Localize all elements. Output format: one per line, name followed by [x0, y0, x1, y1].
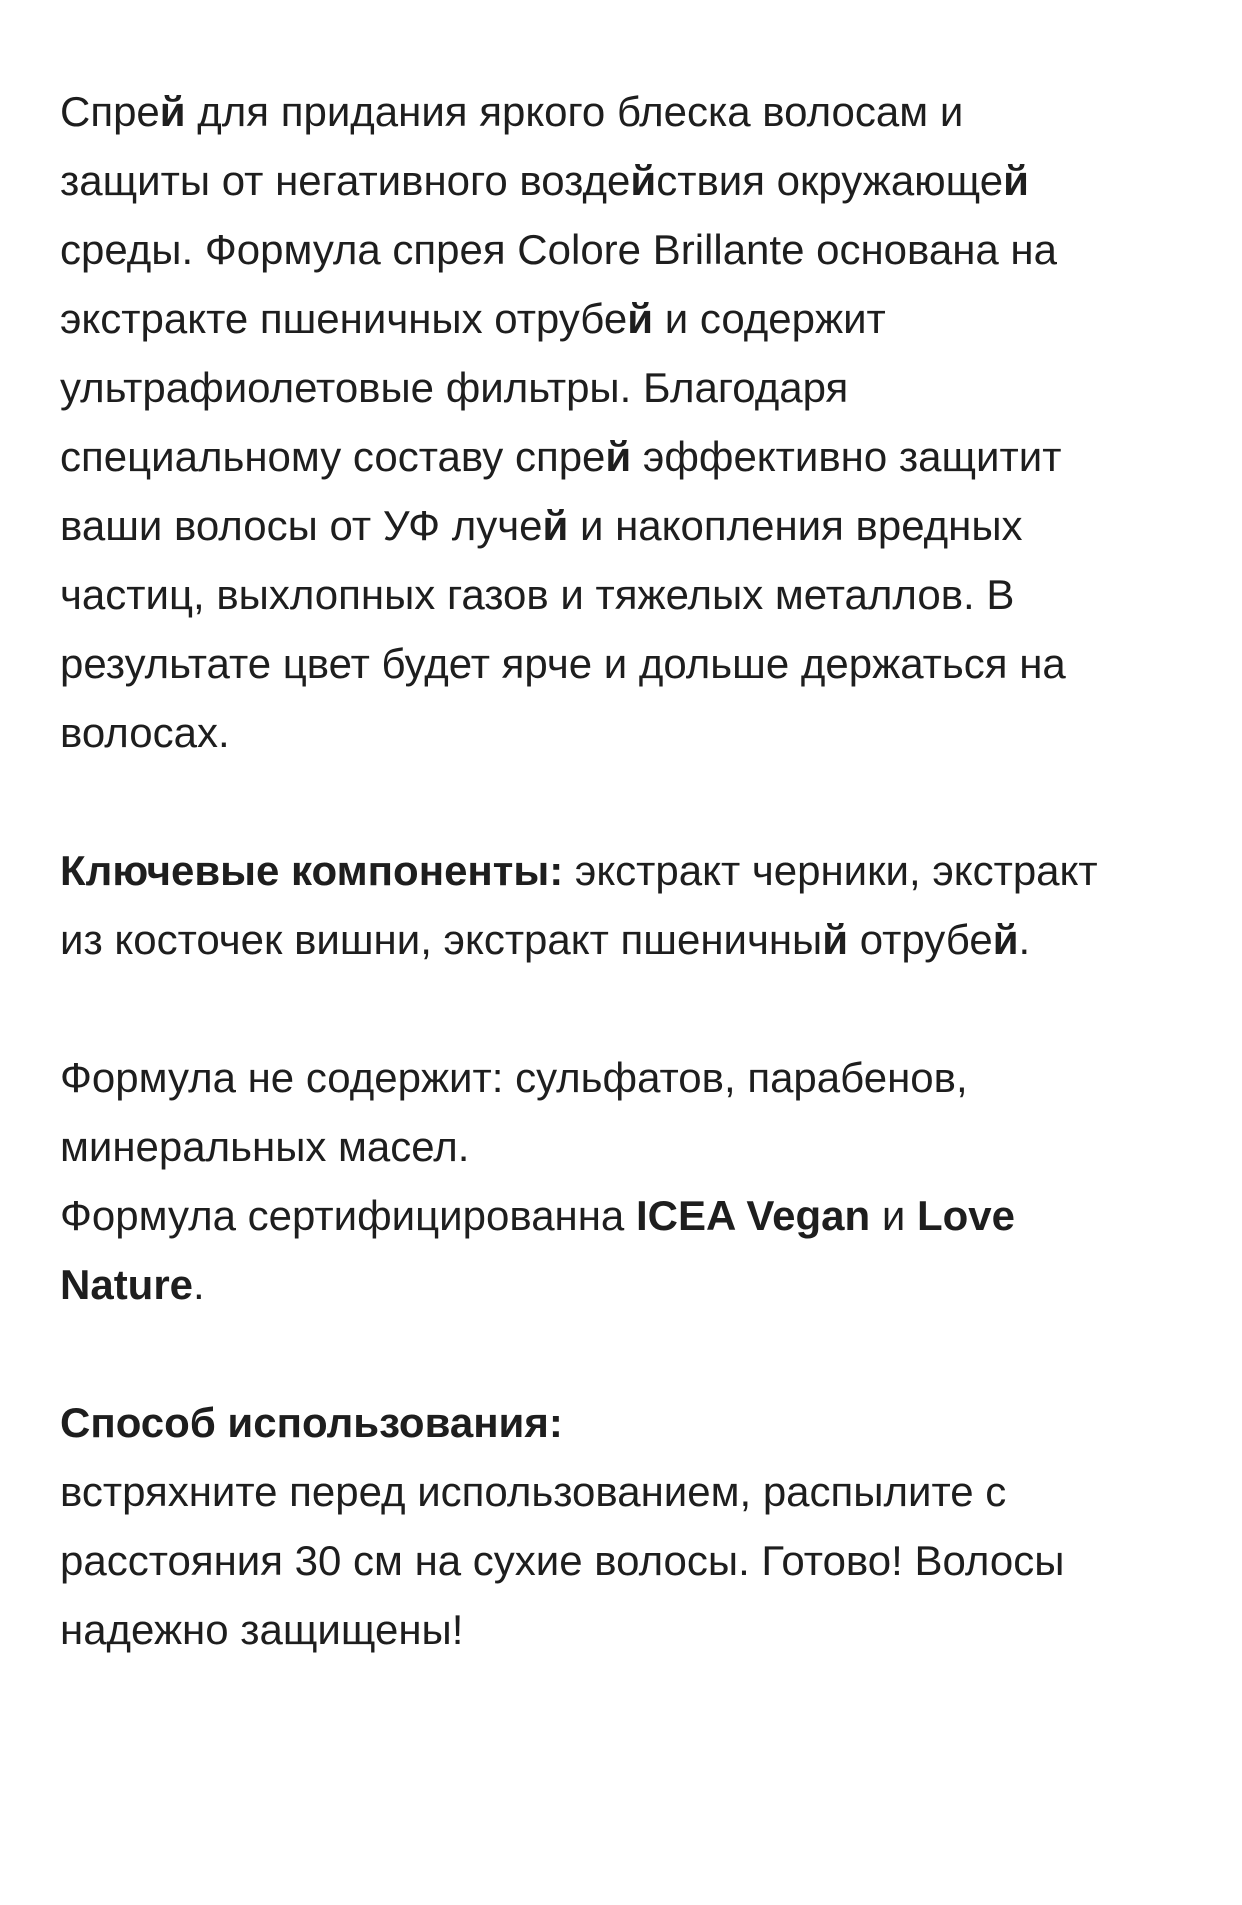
- text-line: [60, 1043, 1182, 1112]
- fallback-bold-glyph: й: [542, 502, 569, 549]
- text-segment: и: [870, 1192, 917, 1239]
- text-segment: ультрафиолетовые фильтры. Благодаря: [60, 364, 849, 411]
- text-segment: специальному составу спрей эффективно защитит: [60, 433, 1062, 480]
- text-segment: защиты от негативного воздействия окружающей: [60, 157, 1029, 204]
- paragraph-formula-free-of: [60, 1043, 1182, 1181]
- bold-text-segment: Способ использования:: [60, 1399, 563, 1446]
- fallback-bold-glyph: й: [159, 88, 186, 135]
- paragraph-key-components: [60, 836, 1182, 974]
- bold-text-segment: Ключевые компоненты:: [60, 847, 564, 894]
- bold-text-segment: Love: [916, 1192, 1015, 1239]
- product-description: [60, 77, 1182, 1664]
- text-line: [60, 422, 1182, 491]
- text-line: [60, 353, 1182, 422]
- text-segment: расстояния 30 см на сухие волосы. Готово! Волосы: [60, 1537, 1065, 1584]
- fallback-bold-glyph: й: [992, 916, 1019, 963]
- bold-text-segment: Nature: [60, 1261, 194, 1308]
- text-segment: Формула не содержит: сульфатов, парабенов,: [60, 1054, 968, 1101]
- bold-text-segment: ICEA Vegan: [635, 1192, 871, 1239]
- text-segment: минеральных масел.: [60, 1123, 470, 1170]
- text-line: [60, 629, 1182, 698]
- fallback-bold-glyph: й: [627, 295, 654, 342]
- text-line: [60, 1595, 1182, 1664]
- text-line: [60, 836, 1182, 905]
- text-line: [60, 215, 1182, 284]
- text-line: [60, 284, 1182, 353]
- text-line: [60, 1250, 1182, 1319]
- text-segment: ваши волосы от УФ лучей и накопления вредных: [60, 502, 1023, 549]
- text-line: [60, 560, 1182, 629]
- text-line: [60, 905, 1182, 974]
- fallback-bold-glyph: й: [822, 916, 849, 963]
- paragraph-description: [60, 77, 1182, 767]
- text-segment: экстракт черники, экстракт: [563, 847, 1098, 894]
- text-segment: Формула сертифицированна: [60, 1192, 636, 1239]
- text-line: [60, 1457, 1182, 1526]
- fallback-bold-glyph: й: [630, 157, 657, 204]
- text-segment: надежно защищены!: [60, 1606, 464, 1653]
- text-line: [60, 1181, 1182, 1250]
- text-segment: среды. Формула спрея Colore Brillante основана на: [60, 226, 1057, 273]
- fallback-bold-glyph: й: [605, 433, 632, 480]
- text-line: [60, 1526, 1182, 1595]
- text-segment: результате цвет будет ярче и дольше держаться на: [60, 640, 1066, 687]
- text-line: [60, 77, 1182, 146]
- text-segment: Спрей для придания яркого блеска волосам и: [60, 88, 964, 135]
- text-segment: частиц, выхлопных газов и тяжелых металлов. В: [60, 571, 1015, 618]
- text-segment: встряхните перед использованием, распылите с: [60, 1468, 1007, 1515]
- text-segment: волосах.: [60, 709, 230, 756]
- text-line: [60, 1112, 1182, 1181]
- text-line: [60, 146, 1182, 215]
- text-line: [60, 698, 1182, 767]
- paragraph-usage-heading: [60, 1388, 1182, 1457]
- text-segment: экстракте пшеничных отрубей и содержит: [60, 295, 886, 342]
- text-segment: .: [193, 1261, 205, 1308]
- paragraph-certifications: [60, 1181, 1182, 1319]
- text-line: [60, 1388, 1182, 1457]
- fallback-bold-glyph: й: [1003, 157, 1029, 204]
- text-line: [60, 491, 1182, 560]
- text-segment: из косточек вишни, экстракт пшеничный отрубей.: [60, 916, 1031, 963]
- paragraph-usage-instructions: [60, 1457, 1182, 1664]
